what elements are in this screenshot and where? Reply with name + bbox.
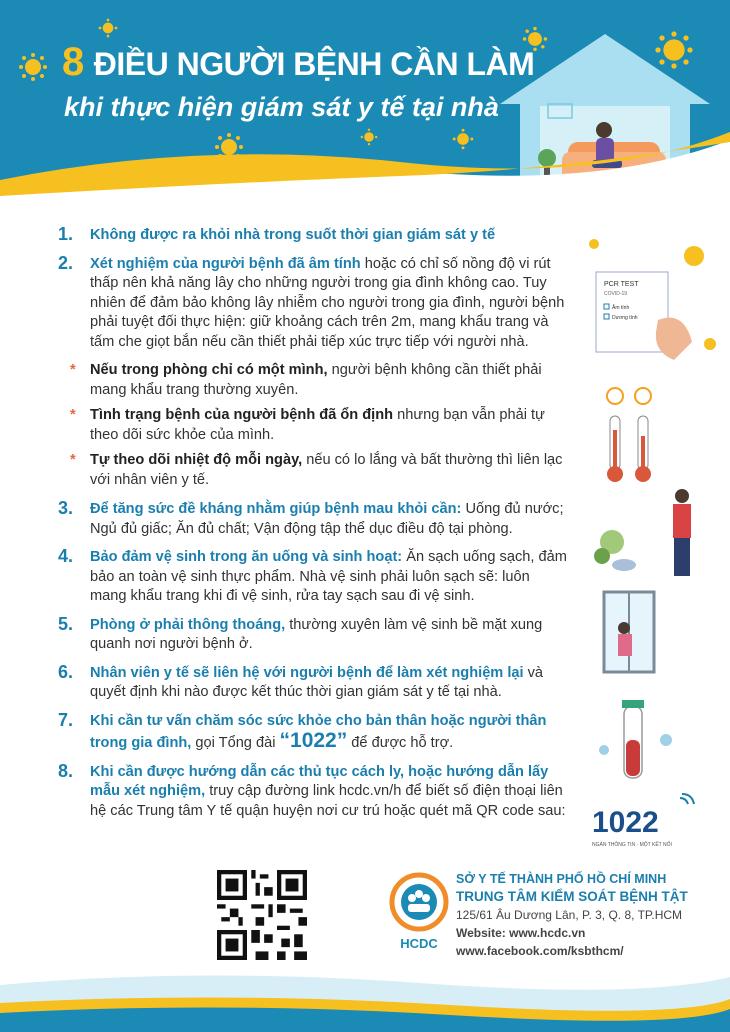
- pcr-title: PCR TEST: [604, 281, 639, 288]
- list-item: [58, 760, 568, 822]
- org-name: TRUNG TÂM KIỂM SOÁT BỆNH TẬT: [456, 889, 688, 904]
- item-text-after: để được hỗ trợ.: [347, 735, 454, 751]
- asterisk-icon: *: [70, 407, 76, 423]
- item-number: 5.: [58, 613, 74, 634]
- pcr-option-positive: Dương tính: [612, 315, 638, 321]
- item-heading: Xét nghiệm của người bệnh đã âm tính: [90, 255, 361, 272]
- hotline-logo-number: 1022: [592, 806, 659, 839]
- item-text: và quyết định khi nào được kết thúc thời gian giám sát y tế tại nhà.: [90, 664, 544, 700]
- item-heading: Khi cần tư vấn chăm sóc sức khỏe cho bản thân hoặc người thân trong gia đình,: [90, 712, 547, 751]
- list-item: [58, 252, 568, 353]
- item-text: thường xuyên làm vệ sinh bề mặt xung quanh nơi người bệnh ở.: [90, 616, 543, 652]
- item-number: 2.: [58, 252, 74, 273]
- sub-item-heading: Nếu trong phòng chỉ có một mình,: [90, 362, 328, 378]
- qr-code[interactable]: [217, 870, 307, 960]
- item-text: truy cập đường link hcdc.vn/h để biết số điện thoại liên hệ các Trung tâm Y tế quận huyện nơi cư trú hoặc quét mã QR code sau:: [90, 783, 566, 819]
- virus-icon: [18, 52, 48, 82]
- item-heading: Bảo đảm vệ sinh trong ăn uống và sinh hoạt:: [90, 549, 403, 565]
- content-list: [58, 226, 568, 830]
- hotline-1022-logo: [588, 792, 708, 852]
- item-heading: Để tăng sức đề kháng nhằm giúp bệnh mau khỏi cần:: [90, 501, 462, 517]
- page-subtitle: khi thực hiện giám sát y tế tại nhà: [64, 92, 499, 122]
- sub-item: [58, 406, 568, 445]
- window-cleaning-icon: [604, 592, 654, 672]
- asterisk-icon: *: [70, 452, 76, 468]
- page-title: [62, 40, 534, 85]
- pcr-subtitle: COVID-19: [604, 291, 628, 297]
- org-address: 125/61 Âu Dương Lân, P. 3, Q. 8, TP.HCM: [456, 908, 683, 922]
- item-heading: Phòng ở phải thông thoáng,: [90, 616, 286, 633]
- hotline-number: “1022”: [279, 729, 348, 752]
- sub-item: [58, 361, 568, 400]
- title-line1: ĐIỀU NGƯỜI BỆNH CẦN LÀM: [93, 46, 535, 82]
- item-text: gọi Tổng đài: [191, 735, 280, 751]
- item-text: Ăn sạch uống sạch, đảm bảo an toàn vệ sinh thực phẩm. Nhà vệ sinh phải luôn sạch sẽ: luôn mang khẩu trang khi đi vệ sinh, rửa tay sạch sau đi vệ sinh.: [90, 549, 567, 604]
- list-item: [58, 661, 568, 703]
- item-number: 3.: [58, 498, 74, 518]
- footer-wave: [0, 955, 730, 1032]
- list-item: [58, 709, 568, 754]
- item-number: 6.: [58, 661, 74, 682]
- item-text: Uống đủ nước; Ngủ đủ giấc; Ăn đủ chất; Vận động tập thể dục điều độ tại phòng.: [90, 501, 564, 537]
- sub-item: [58, 451, 568, 490]
- test-tube-icon: [622, 700, 644, 778]
- sub-item-text: nhưng bạn vẫn phải tự theo dõi sức khỏe của mình.: [90, 407, 545, 443]
- hcdc-logo-text: HCDC: [400, 936, 438, 951]
- title-number: 8: [62, 40, 84, 84]
- item-heading: Khi cần được hướng dẫn các thủ tục cách ly, hoặc hướng dẫn lấy mẫu xét nghiệm,: [90, 763, 549, 799]
- item-heading: Không được ra khỏi nhà trong suốt thời gian giám sát y tế: [90, 227, 496, 243]
- exercise-food-icon: [594, 489, 691, 576]
- list-item: [58, 500, 568, 539]
- thermometer-icon: [607, 388, 651, 482]
- pcr-option-negative: Âm tính: [612, 305, 630, 311]
- organization-info: [456, 872, 726, 958]
- hotline-logo-tagline: NGÀN THÔNG TIN · MỘT KẾT NỐI: [592, 842, 672, 848]
- org-parent: SỞ Y TẾ THÀNH PHỐ HỒ CHÍ MINH: [456, 872, 667, 886]
- org-website-link[interactable]: Website: www.hcdc.vn: [456, 926, 586, 940]
- header-wave: [0, 120, 730, 230]
- item-heading: Nhân viên y tế sẽ liên hệ với người bệnh để làm xét nghiệm lại: [90, 664, 524, 681]
- org-facebook-link[interactable]: www.facebook.com/ksbthcm/: [456, 944, 624, 958]
- sub-item-heading: Tình trạng bệnh của người bệnh đã ổn định: [90, 407, 394, 423]
- pcr-test-card: [596, 272, 692, 360]
- side-illustrations: [574, 220, 730, 860]
- list-item: [58, 226, 568, 246]
- sub-item-heading: Tự theo dõi nhiệt độ mỗi ngày,: [90, 452, 303, 468]
- virus-icon: [98, 18, 118, 38]
- list-item: [58, 613, 568, 655]
- item-text: hoặc có chỉ số nồng độ vi rút thấp nên khả năng lây cho những người trong gia đình không cao. Tuy nhiên để đảm bảo không lây nhiễm cho người trong gia đình, người bệnh phải tuyệt đối thực hiện: giữ khoảng cách trên 2m, mang khẩu trang và tấm che giọt bắn nếu cần thiết phải tiếp xúc trực tiếp với người nhà.: [90, 255, 565, 350]
- hcdc-logo: [388, 872, 450, 954]
- list-item: [58, 548, 568, 607]
- item-number: 7.: [58, 709, 74, 730]
- item-number: 8.: [58, 760, 74, 781]
- item-number: 1.: [58, 224, 74, 244]
- item-number: 4.: [58, 546, 74, 566]
- asterisk-icon: *: [70, 362, 76, 378]
- sub-item-text: nếu có lo lắng và bất thường thì liên lạc với nhân viên y tế.: [90, 452, 563, 488]
- sub-item-text: người bệnh không cần thiết phải mang khẩu trang thường xuyên.: [90, 362, 542, 398]
